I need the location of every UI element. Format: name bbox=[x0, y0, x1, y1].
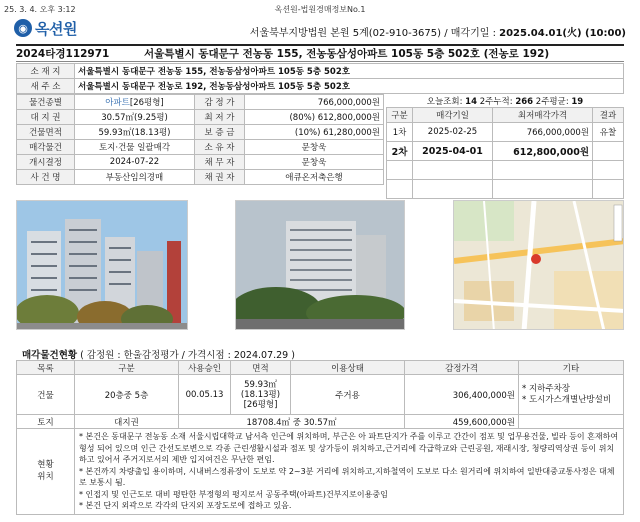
building-kind: 20층중 5층 bbox=[75, 375, 179, 415]
goods-header: 목록 bbox=[17, 361, 75, 375]
table-row bbox=[17, 110, 384, 125]
owner-value: 문창욱 bbox=[245, 140, 384, 155]
table-row bbox=[387, 108, 624, 123]
avg-label: 2주평균: bbox=[533, 97, 572, 107]
table-row bbox=[17, 79, 624, 94]
building-area-label: 건물면적 bbox=[17, 125, 75, 140]
building-photo-2[interactable] bbox=[235, 200, 405, 330]
table-row bbox=[387, 161, 624, 180]
goods-header: 구분 bbox=[75, 361, 179, 375]
owner-label: 소 유 자 bbox=[195, 140, 245, 155]
table-row bbox=[17, 375, 624, 415]
views-label: 오늘조회: bbox=[426, 97, 466, 107]
location-label-2: 위치 bbox=[37, 472, 54, 483]
building-area bbox=[231, 375, 291, 415]
land-kind: 대지권 bbox=[75, 415, 179, 429]
debtor-label: 채 무 자 bbox=[195, 155, 245, 170]
print-page-title: 옥션원-법원경매정보No.1 bbox=[274, 5, 366, 14]
debtor-value: 문창욱 bbox=[245, 155, 384, 170]
logo-text: 옥션원 bbox=[35, 19, 77, 38]
view-stats bbox=[386, 95, 624, 107]
avg-value: 19 bbox=[571, 97, 584, 107]
case-title-bar bbox=[16, 44, 624, 62]
table-row bbox=[387, 180, 624, 199]
case-number: 2024타경112971 bbox=[16, 48, 110, 60]
location-map-image bbox=[454, 201, 624, 330]
table-row bbox=[387, 142, 624, 161]
section-title-detail: ( 감정원 : 한울감정평가 / 가격시점 : 2024.07.29 ) bbox=[77, 350, 295, 361]
table-row bbox=[17, 140, 384, 155]
goods-header: 감정가격 bbox=[405, 361, 519, 375]
type-label: 물건종별 bbox=[17, 95, 75, 110]
type-link[interactable]: 아파트 bbox=[105, 98, 130, 108]
building-area-value: 59.93㎡(18.13평) bbox=[75, 125, 195, 140]
address-table bbox=[16, 63, 624, 94]
location-line: * 본건 단지 외곽으로 각각의 단지외 포장도로에 접하고 있음. bbox=[79, 501, 292, 510]
history-cell: 유찰 bbox=[593, 123, 624, 142]
table-row bbox=[17, 361, 624, 375]
case-name-label: 사 건 명 bbox=[17, 170, 75, 185]
building-approval: 00.05.13 bbox=[179, 375, 231, 415]
weeks-label: 2주누적: bbox=[477, 97, 516, 107]
sale-date: 2025.04.01(火) (10:00) bbox=[499, 28, 626, 39]
appraisal-label: 감 정 가 bbox=[195, 95, 245, 110]
road-address: 서울특별시 동대문구 전농로 192, 전농동삼성아파트 105동 5층 502호 bbox=[75, 79, 624, 94]
building-area-pyeong: (18.13평) bbox=[240, 389, 281, 400]
history-cell bbox=[493, 161, 593, 180]
table-row bbox=[17, 415, 624, 429]
type-value bbox=[75, 95, 195, 110]
min-price-label: 최 저 가 bbox=[195, 110, 245, 125]
building-price: 306,400,000원 bbox=[405, 375, 519, 415]
case-name-value: 부동산임의경매 bbox=[75, 170, 195, 185]
creditor-label: 채 권 자 bbox=[195, 170, 245, 185]
table-row bbox=[17, 170, 384, 185]
goods-header: 기타 bbox=[519, 361, 624, 375]
start-label: 개시결정 bbox=[17, 155, 75, 170]
history-cell bbox=[387, 161, 413, 180]
history-cell bbox=[387, 180, 413, 199]
type-size: [26평형] bbox=[129, 98, 164, 108]
logo-mark-icon: ◉ bbox=[14, 19, 32, 37]
section-title-main: 매각물건현황 bbox=[22, 350, 78, 361]
table-row bbox=[17, 429, 624, 515]
history-cell: 2차 bbox=[387, 142, 413, 161]
goods-table bbox=[16, 360, 624, 515]
print-datetime: 25. 3. 4. 오후 3:12 bbox=[4, 5, 76, 14]
building-label: 건물 bbox=[17, 375, 75, 415]
history-cell bbox=[593, 180, 624, 199]
history-header: 최저매각가격 bbox=[493, 108, 593, 123]
land-price: 459,600,000원 bbox=[405, 415, 519, 429]
goods-header: 사용승인 bbox=[179, 361, 231, 375]
deposit-label: 보 증 금 bbox=[195, 125, 245, 140]
history-cell: 2025-04-01 bbox=[413, 142, 493, 161]
weeks-value: 266 bbox=[515, 97, 534, 107]
building-area-type: [26평형] bbox=[243, 399, 278, 410]
sale-item-label: 매각물건 bbox=[17, 140, 75, 155]
table-row bbox=[17, 155, 384, 170]
history-cell bbox=[413, 161, 493, 180]
building-etc-1: * 지하주차장 bbox=[522, 383, 571, 394]
table-row bbox=[17, 95, 384, 110]
jibun-label: 소 재 지 bbox=[17, 64, 75, 79]
start-value: 2024-07-22 bbox=[75, 155, 195, 170]
sale-item-value: 토지·건물 일괄매각 bbox=[75, 140, 195, 155]
appraisal-value: 766,000,000원 bbox=[245, 95, 384, 110]
land-etc bbox=[519, 415, 624, 429]
location-line: * 본건까지 차량출입 용이하며, 시내버스정류장이 도보로 약 2~3분 거리에 위치하고,지하철역이 도보로 다소 원거리에 위치하여 일반대중교통사정은 대체로 보통시 됨. bbox=[79, 466, 615, 487]
table-row bbox=[17, 64, 624, 79]
table-row bbox=[17, 125, 384, 140]
history-cell bbox=[593, 161, 624, 180]
road-label: 새 주 소 bbox=[17, 79, 75, 94]
history-cell bbox=[593, 142, 624, 161]
jibun-address: 서울특별시 동대문구 전농동 155, 전농동삼성아파트 105동 5층 502호 bbox=[75, 64, 624, 79]
min-price-value: (80%) 612,800,000원 bbox=[245, 110, 384, 125]
land-label: 대 지 권 bbox=[17, 110, 75, 125]
case-info-table bbox=[16, 94, 384, 185]
section-title bbox=[22, 347, 295, 361]
location-label bbox=[17, 429, 75, 515]
building-photo-1-image bbox=[17, 201, 188, 330]
location-line: * 인접지 및 인근도로 대비 평탄한 부정형의 평지로서 공동주택(아파트)건부지로이용중임 bbox=[79, 489, 388, 499]
location-description bbox=[75, 429, 624, 515]
auction-one-logo[interactable] bbox=[14, 17, 98, 39]
building-photo-2-image bbox=[236, 201, 405, 330]
land-value: 30.57㎡(9.25평) bbox=[75, 110, 195, 125]
history-cell: 2025-02-25 bbox=[413, 123, 493, 142]
building-status: 주거용 bbox=[291, 375, 405, 415]
location-line: * 본건은 동대문구 전농동 소재 서울시립대학교 남서측 인근에 위치하며, 부근은 아 파트단지가 주를 이루고 간간이 점포 및 업무용건물, 빌라 등이 혼재하여 형성 되어 있으며 인근 간선도로변으로 각종 근린생활시설과 점포 및 상가등이 위치하고,근거리에 각급학교와 근린공원, 재래시장, 청량리역상권 등이 위치하고 있어서 주거지로서의 제반 입지여건은 무난한 편임. bbox=[79, 432, 619, 464]
building-etc bbox=[519, 375, 624, 415]
views-value: 14 bbox=[465, 97, 478, 107]
history-cell bbox=[493, 180, 593, 199]
creditor-value: 애큐온저축은행 bbox=[245, 170, 384, 185]
land-area: 18708.4㎡ 중 30.57㎡ bbox=[179, 415, 405, 429]
building-area-m2: 59.93㎡ bbox=[244, 379, 277, 390]
history-cell: 766,000,000원 bbox=[493, 123, 593, 142]
history-header: 매각기일 bbox=[413, 108, 493, 123]
history-header: 구분 bbox=[387, 108, 413, 123]
location-label-1: 현황 bbox=[37, 460, 54, 471]
court-info bbox=[250, 24, 626, 39]
court-name: 서울북부지방법원 본원 5계(02-910-3675) bbox=[249, 28, 442, 39]
goods-header: 이용상태 bbox=[291, 361, 405, 375]
location-map[interactable] bbox=[453, 200, 624, 330]
sale-history-table bbox=[386, 107, 624, 199]
table-row bbox=[387, 123, 624, 142]
building-photo-1[interactable] bbox=[16, 200, 188, 330]
deposit-value: (10%) 61,280,000원 bbox=[245, 125, 384, 140]
land-row-label: 토지 bbox=[17, 415, 75, 429]
history-cell: 1차 bbox=[387, 123, 413, 142]
history-header: 결과 bbox=[593, 108, 624, 123]
history-cell: 612,800,000원 bbox=[493, 142, 593, 161]
building-etc-2: * 도시가스개별난방설비 bbox=[522, 394, 612, 405]
case-address: 서울특별시 동대문구 전농동 155, 전농동삼성아파트 105동 5층 502호 (전농로 192) bbox=[144, 48, 550, 60]
history-cell bbox=[413, 180, 493, 199]
sale-date-label: / 매각기일 : bbox=[441, 28, 500, 39]
goods-header: 면적 bbox=[231, 361, 291, 375]
